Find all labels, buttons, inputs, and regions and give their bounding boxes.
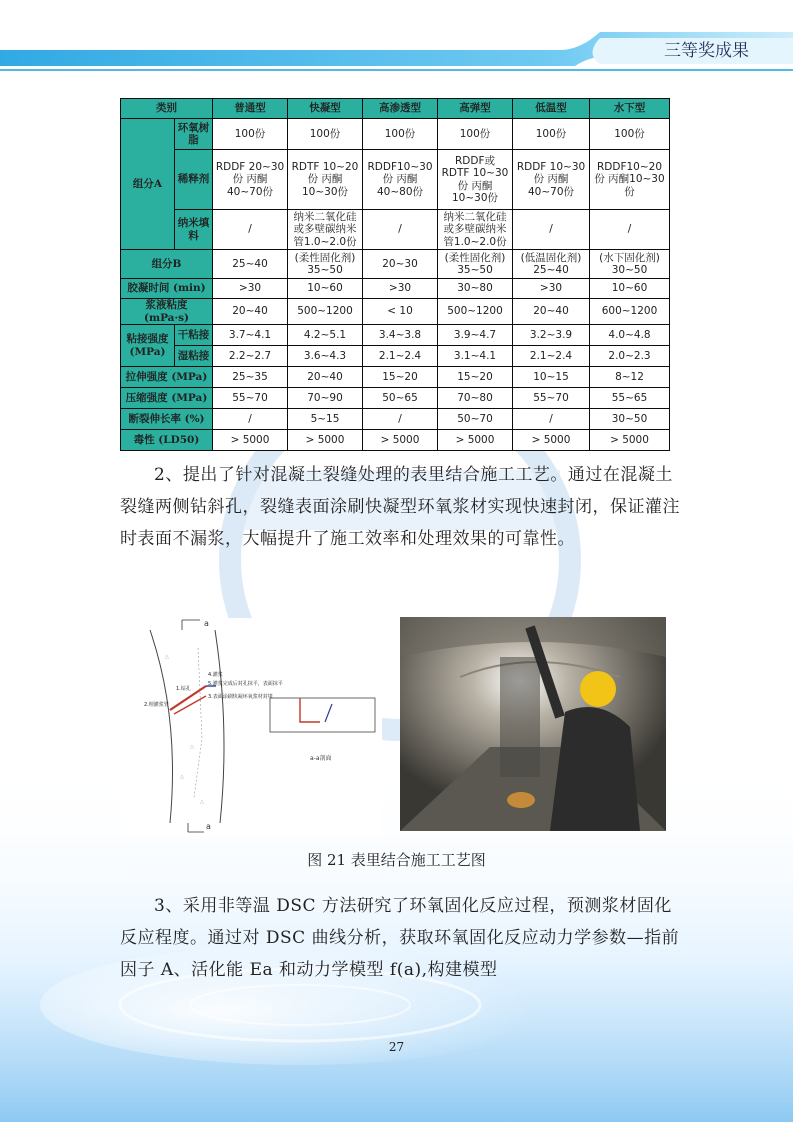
row-label: 胶凝时间 (min): [121, 279, 213, 299]
table-cell: > 5000: [363, 430, 438, 451]
table-cell: 3.2~3.9: [513, 325, 590, 346]
header-type: 高渗透型: [363, 99, 438, 119]
table-cell: >30: [363, 279, 438, 299]
page-number: 27: [388, 1040, 405, 1054]
table-cell: /: [363, 210, 438, 250]
table-row: [121, 388, 670, 409]
table-cell: > 5000: [513, 430, 590, 451]
table-cell: 2.0~2.3: [590, 346, 670, 367]
row-sublabel: 湿粘接: [175, 346, 213, 367]
table-cell: 2.2~2.7: [213, 346, 288, 367]
table-header-row: [121, 99, 670, 119]
table-cell: 100份: [438, 119, 513, 150]
header-category: 类别: [121, 99, 213, 119]
table-cell: /: [513, 210, 590, 250]
table-cell: RDTF 10~20份 丙酮10~30份: [288, 150, 363, 210]
table-cell: 500~1200: [288, 299, 363, 325]
table-cell: >30: [513, 279, 590, 299]
svg-text:△: △: [190, 744, 194, 750]
label-step3: 3.表面涂刷快凝环氧浆材封堵: [208, 694, 273, 700]
table-cell: 20~30: [363, 250, 438, 279]
label-step4: 4.灌浆: [208, 672, 223, 678]
table-row: [121, 430, 670, 451]
table-cell: 15~20: [438, 367, 513, 388]
table-cell: 30~80: [438, 279, 513, 299]
row-label-component-a: 组分A: [121, 119, 175, 250]
row-label: 浆液粘度 (mPa·s): [121, 299, 213, 325]
table-cell: 3.4~3.8: [363, 325, 438, 346]
table-cell: (柔性固化剂) 35~50: [438, 250, 513, 279]
table-cell: 10~60: [288, 279, 363, 299]
row-label: 毒性 (LD50): [121, 430, 213, 451]
table-cell: /: [213, 210, 288, 250]
table-cell: 55~65: [590, 388, 670, 409]
table-row: [121, 346, 670, 367]
table-cell: 15~20: [363, 367, 438, 388]
table-cell: 20~40: [288, 367, 363, 388]
row-sublabel: 环氧树脂: [175, 119, 213, 150]
table-cell: 600~1200: [590, 299, 670, 325]
header-type: 快凝型: [288, 99, 363, 119]
table-cell: 100份: [590, 119, 670, 150]
hard-hat: [580, 671, 616, 707]
table-cell: 3.6~4.3: [288, 346, 363, 367]
table-cell: > 5000: [590, 430, 670, 451]
table-cell: (低温固化剂) 25~40: [513, 250, 590, 279]
table-cell: 50~70: [438, 409, 513, 430]
table-row: [121, 409, 670, 430]
row-label: 断裂伸长率 (%): [121, 409, 213, 430]
table-cell: 25~40: [213, 250, 288, 279]
table-cell: 20~40: [513, 299, 590, 325]
section-mark-top: a: [204, 619, 209, 628]
table-cell: RDDF或 RDTF 10~30份 丙酮 10~30份: [438, 150, 513, 210]
table-cell: 70~90: [288, 388, 363, 409]
table-cell: 100份: [213, 119, 288, 150]
table-cell: RDDF 10~30份 丙酮 40~70份: [513, 150, 590, 210]
table-cell: 55~70: [513, 388, 590, 409]
section-title: 三等奖成果: [664, 41, 749, 61]
section-mark-bottom: a: [206, 822, 211, 831]
table-cell: 纳米二氧化硅或多壁碳纳米管1.0~2.0份: [288, 210, 363, 250]
table-row: [121, 279, 670, 299]
table-cell: 纳米二氧化硅或多壁碳纳米管1.0~2.0份: [438, 210, 513, 250]
row-label-bond-strength: 粘接强度 (MPa): [121, 325, 175, 367]
table-cell: 100份: [513, 119, 590, 150]
table-cell: (水下固化剂) 30~50: [590, 250, 670, 279]
table-row: [121, 250, 670, 279]
table-cell: RDDF 20~30份 丙酮 40~70份: [213, 150, 288, 210]
table-cell: RDDF10~20份 丙酮10~30份: [590, 150, 670, 210]
table-cell: (柔性固化剂) 35~50: [288, 250, 363, 279]
table-cell: 10~15: [513, 367, 590, 388]
table-cell: 2.1~2.4: [513, 346, 590, 367]
table-cell: 2.1~2.4: [363, 346, 438, 367]
label-step1: 1.钻孔: [176, 686, 191, 692]
table-cell: /: [513, 409, 590, 430]
table-cell: 5~15: [288, 409, 363, 430]
row-sublabel: 纳米填料: [175, 210, 213, 250]
table-cell: 500~1200: [438, 299, 513, 325]
table-cell: 100份: [288, 119, 363, 150]
table-cell: 30~50: [590, 409, 670, 430]
paragraph-surface-interior-process: 2、提出了针对混凝土裂缝处理的表里结合施工工艺。通过在混凝土裂缝两侧钻斜孔，裂缝表面涂刷快凝型环氧浆材实现快速封闭，保证灌注时表面不漏浆，大幅提升了施工效率和处理效果的可靠性。: [120, 465, 680, 549]
header-type: 低温型: [513, 99, 590, 119]
grouting-process-diagram: [120, 618, 382, 836]
table-cell: > 5000: [213, 430, 288, 451]
table-cell: < 10: [363, 299, 438, 325]
table-cell: 3.1~4.1: [438, 346, 513, 367]
table-cell: > 5000: [288, 430, 363, 451]
tunnel-construction-photo: [400, 617, 666, 831]
table-row: [121, 119, 670, 150]
header-type: 水下型: [590, 99, 670, 119]
table-cell: /: [590, 210, 670, 250]
section-label: a-a剖面: [310, 755, 332, 762]
paragraph-dsc-method: 3、采用非等温 DSC 方法研究了环氧固化反应过程，预测浆材固化反应程度。通过对 DSC 曲线分析，获取环氧固化反应动力学参数—指前因子 A、活化能 Ea 和动力学模型 f(a),构建模型: [120, 896, 680, 980]
table-cell: 20~40: [213, 299, 288, 325]
table-cell: 70~80: [438, 388, 513, 409]
table-cell: 25~35: [213, 367, 288, 388]
label-step2: 2.埋灌浆管: [144, 702, 169, 708]
table-row: [121, 325, 670, 346]
table-cell: /: [363, 409, 438, 430]
table-row: [121, 210, 670, 250]
table-cell: 100份: [363, 119, 438, 150]
row-sublabel: 稀释剂: [175, 150, 213, 210]
row-label: 拉伸强度 (MPa): [121, 367, 213, 388]
svg-text:△: △: [200, 799, 204, 805]
table-cell: 3.7~4.1: [213, 325, 288, 346]
table-cell: 4.0~4.8: [590, 325, 670, 346]
table-cell: 4.2~5.1: [288, 325, 363, 346]
table-cell: RDDF10~30份 丙酮 40~80份: [363, 150, 438, 210]
row-label: 压缩强度 (MPa): [121, 388, 213, 409]
table-cell: 50~65: [363, 388, 438, 409]
table-cell: 3.9~4.7: [438, 325, 513, 346]
table-row: [121, 299, 670, 325]
row-sublabel: 干粘接: [175, 325, 213, 346]
svg-text:△: △: [180, 774, 184, 780]
row-label: 组分B: [121, 250, 213, 279]
svg-text:△: △: [165, 654, 169, 660]
label-step5: 5.灌浆完成后封孔抹平，表面抹平: [208, 681, 283, 687]
table-cell: >30: [213, 279, 288, 299]
table-row: [121, 367, 670, 388]
header-type: 高弹型: [438, 99, 513, 119]
header-type: 普通型: [213, 99, 288, 119]
table-cell: 55~70: [213, 388, 288, 409]
table-cell: /: [213, 409, 288, 430]
table-cell: > 5000: [438, 430, 513, 451]
figure-caption: 图 21 表里结合施工工艺图: [307, 851, 486, 869]
table-cell: 8~12: [590, 367, 670, 388]
table-cell: 10~60: [590, 279, 670, 299]
table-row: [121, 150, 670, 210]
resin-spec-table: [120, 98, 670, 451]
